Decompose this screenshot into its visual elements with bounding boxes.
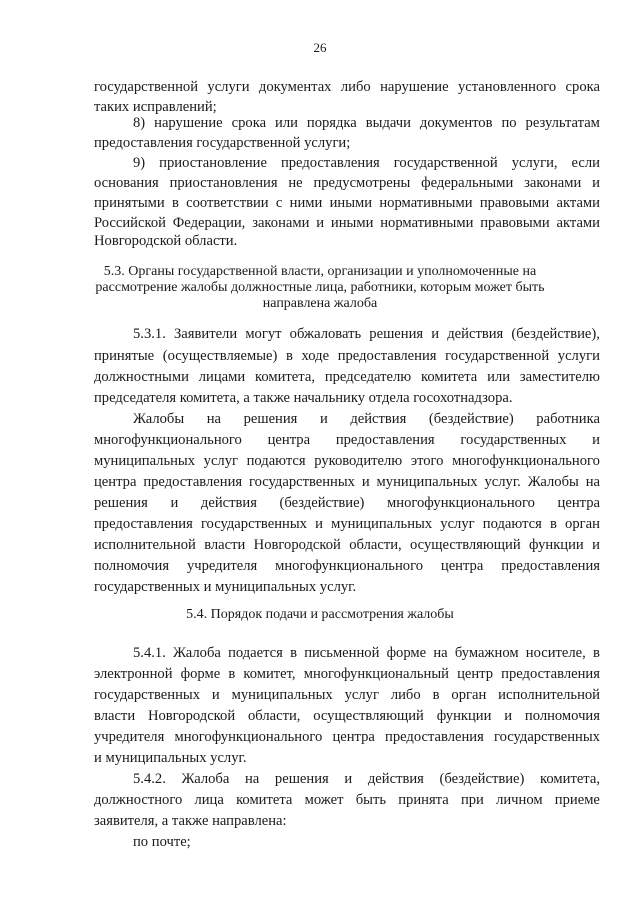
word: действия — [447, 326, 504, 342]
word: лицами — [198, 369, 246, 385]
word: орган — [451, 687, 487, 703]
word: приеме — [554, 792, 600, 808]
word: решения — [243, 411, 298, 427]
word: государственных — [94, 687, 201, 703]
paragraph-line — [94, 706, 600, 726]
word: предоставления — [280, 155, 380, 171]
word: полномочия — [524, 708, 600, 724]
word: решения — [369, 326, 424, 342]
word: на — [244, 771, 260, 787]
paragraph-line — [94, 77, 600, 97]
word: председателю — [324, 369, 412, 385]
paragraph-line — [133, 324, 600, 344]
word: срока — [231, 115, 267, 131]
word: личном — [496, 792, 543, 808]
word: руководителю — [314, 453, 403, 469]
word: установленного — [457, 79, 557, 95]
word: правовыми — [479, 195, 550, 211]
word: иными — [330, 215, 374, 231]
word: носителе, — [525, 645, 586, 661]
word: и — [211, 687, 220, 703]
word: комитета, — [540, 771, 600, 787]
word: области, — [349, 537, 402, 553]
word: и — [316, 215, 325, 231]
paragraph-line — [94, 346, 600, 366]
word: на — [585, 474, 600, 490]
word: центра — [557, 495, 600, 511]
word: подается — [228, 645, 283, 661]
word: в — [549, 516, 557, 532]
word: функции — [436, 708, 492, 724]
word: правовыми — [480, 215, 550, 231]
word: документах — [258, 79, 332, 95]
word: и — [315, 516, 323, 532]
word: федеральными — [421, 175, 514, 191]
word: услуг — [440, 516, 475, 532]
word: Жалобы — [527, 474, 579, 490]
paragraph-line — [94, 193, 600, 213]
word: услуг. — [484, 474, 521, 490]
word: и — [170, 495, 179, 511]
word: государственной — [393, 155, 498, 171]
word: осуществляющий — [313, 708, 424, 724]
word: иными — [329, 195, 373, 211]
word: соответствии — [186, 195, 269, 211]
word: предусмотрены — [313, 175, 411, 191]
paragraph-line — [94, 213, 600, 233]
word: форме — [180, 666, 221, 682]
word: подаются — [246, 453, 306, 469]
word: действия — [200, 495, 257, 511]
word: в — [285, 348, 293, 364]
word: нарушение — [154, 115, 223, 131]
word: в — [228, 666, 236, 682]
word: основания — [94, 175, 159, 191]
word: полномочия — [94, 558, 170, 574]
word: (бездействие) — [279, 495, 365, 511]
word: Российской — [94, 215, 166, 231]
word: муниципальных — [94, 453, 196, 469]
word: многофункциональный — [303, 666, 449, 682]
word: в — [432, 687, 440, 703]
word: или — [275, 115, 298, 131]
word: законами — [524, 175, 582, 191]
word: многофункционального — [452, 453, 600, 469]
word: предоставления — [143, 474, 243, 490]
word: учредителя — [186, 558, 258, 574]
word: и — [344, 771, 353, 787]
word: этого — [410, 453, 444, 469]
word: муниципальных — [231, 687, 333, 703]
word: предоставления — [94, 516, 193, 532]
word: государственных — [493, 729, 600, 745]
word: учредителя — [94, 729, 165, 745]
word: порядка — [306, 115, 357, 131]
paragraph-line — [94, 790, 600, 810]
word: услуги, — [511, 155, 558, 171]
word: актами — [556, 195, 600, 211]
paragraph-line — [94, 493, 600, 513]
paragraph-line — [94, 367, 600, 387]
word: предоставления — [337, 348, 437, 364]
paragraph-line — [133, 643, 600, 663]
word: комитет, — [243, 666, 296, 682]
word: нарушение — [380, 79, 449, 95]
word: 5.4.1. — [133, 645, 166, 661]
word: власти — [94, 708, 136, 724]
word: выдачи — [365, 115, 411, 131]
word: приостановление — [159, 155, 267, 171]
word: и — [592, 175, 600, 191]
section-heading-line: 5.3. Органы государственной власти, организации и уполномоченные на — [103, 264, 537, 279]
word: и — [592, 432, 600, 448]
word: заместителю — [519, 369, 600, 385]
word: срока — [565, 79, 600, 95]
word: многофункционального — [275, 558, 423, 574]
word: власти — [204, 537, 246, 553]
word: Новгородской — [253, 537, 341, 553]
paragraph-line: предоставления государственной услуги; — [94, 135, 351, 151]
paragraph-line — [133, 409, 600, 429]
word: Жалобы — [133, 411, 185, 427]
paragraph-line — [94, 173, 600, 193]
word: 8) — [133, 115, 146, 131]
word: многофункционального — [94, 432, 242, 448]
word: комитета, — [255, 369, 315, 385]
word: орган — [565, 516, 600, 532]
word: Жалоба — [173, 645, 221, 661]
word: услуги — [557, 348, 600, 364]
word: области, — [247, 708, 301, 724]
paragraph-line — [94, 727, 600, 747]
word: документов — [419, 115, 493, 131]
word: комитета — [236, 792, 293, 808]
word: форме — [386, 645, 427, 661]
word: Жалоба — [181, 771, 230, 787]
word: услуг — [203, 453, 238, 469]
word: муниципальных — [376, 474, 478, 490]
paragraph-line — [94, 472, 600, 492]
word: в — [171, 195, 179, 211]
paragraph-line: по почте; — [133, 834, 191, 850]
word: (осуществляемые) — [162, 348, 278, 364]
word: центра — [267, 432, 311, 448]
word: центра — [440, 558, 484, 574]
word: письменной — [304, 645, 380, 661]
word: принята — [398, 792, 449, 808]
word: решения — [274, 771, 329, 787]
word: нормативными — [379, 195, 473, 211]
word: или — [487, 369, 511, 385]
word: 9) — [133, 155, 146, 171]
word: Федерации, — [172, 215, 246, 231]
word: при — [460, 792, 484, 808]
word: если — [571, 155, 600, 171]
word: и — [431, 326, 440, 342]
paragraph-line: таких исправлений; — [94, 99, 217, 115]
word: в — [593, 645, 600, 661]
section-heading-line: направлена жалоба — [262, 296, 378, 311]
word: предоставления — [501, 558, 600, 574]
paragraph-line: председателя комитета, а также начальнику отдела госохотнадзора. — [94, 390, 513, 406]
word: предоставления — [335, 432, 435, 448]
word: ними — [289, 195, 323, 211]
word: лица — [194, 792, 224, 808]
word: подаются — [482, 516, 542, 532]
word: работника — [536, 411, 600, 427]
word: актами — [556, 215, 600, 231]
word: не — [288, 175, 303, 191]
page-number: 26 — [313, 40, 327, 55]
word: действия — [367, 771, 424, 787]
word: и — [361, 474, 370, 490]
word: 5.3.1. — [133, 326, 166, 342]
word: законами — [252, 215, 310, 231]
word: исполнительной — [94, 537, 196, 553]
word: Новгородской — [147, 708, 236, 724]
word: обжаловать — [289, 326, 362, 342]
word: на — [206, 411, 221, 427]
word: решения — [94, 495, 148, 511]
word: бумажном — [454, 645, 519, 661]
word: могут — [245, 326, 282, 342]
word: и — [319, 411, 328, 427]
word: (бездействие) — [439, 771, 525, 787]
word: ходе — [301, 348, 330, 364]
section-heading-line: 5.4. Порядок подачи и рассмотрения жалобы — [186, 607, 454, 622]
word: муниципальных — [331, 516, 433, 532]
word: (бездействие), — [511, 326, 600, 342]
word: должностными — [94, 369, 189, 385]
word: предоставления — [501, 666, 600, 682]
word: центр — [457, 666, 494, 682]
word: быть — [355, 792, 387, 808]
paragraph-line — [94, 535, 600, 555]
word: Заявители — [174, 326, 238, 342]
word: исполнительной — [498, 687, 600, 703]
word: комитета — [420, 369, 478, 385]
word: государственных — [460, 432, 567, 448]
word: государственной — [94, 79, 199, 95]
word: на — [433, 645, 448, 661]
word: услуги — [207, 79, 250, 95]
word: услуг — [344, 687, 379, 703]
word: многофункционального — [387, 495, 535, 511]
paragraph-line — [133, 153, 600, 173]
word: осуществляющий — [410, 537, 521, 553]
word: либо — [390, 687, 421, 703]
word: государственной — [445, 348, 550, 364]
word: по — [501, 115, 517, 131]
paragraph-line — [94, 451, 600, 471]
word: в — [290, 645, 297, 661]
paragraph-line — [94, 664, 600, 684]
word: центра — [332, 729, 375, 745]
word: центра — [94, 474, 137, 490]
paragraph-line — [94, 685, 600, 705]
paragraph-line: государственных и муниципальных услуг. — [94, 579, 357, 595]
word: и — [504, 708, 513, 724]
word: (бездействие) — [428, 411, 514, 427]
word: результатам — [525, 115, 600, 131]
word: многофункционального — [174, 729, 323, 745]
word: электронной — [94, 666, 173, 682]
word: принятыми — [94, 195, 165, 211]
word: предоставления — [385, 729, 484, 745]
word: государственных — [248, 474, 355, 490]
paragraph-line — [133, 769, 600, 789]
paragraph-line: заявителя, а также направлена: — [94, 813, 287, 829]
word: должностного — [94, 792, 183, 808]
word: принятые — [94, 348, 155, 364]
word: государственных — [200, 516, 307, 532]
word: и — [592, 537, 600, 553]
word: нормативными — [380, 215, 474, 231]
paragraph-line — [133, 113, 600, 133]
paragraph-line — [94, 514, 600, 534]
word: функции — [529, 537, 584, 553]
section-heading-line: рассмотрение жалобы должностные лица, работники, которым может быть — [95, 280, 545, 295]
paragraph-line: Новгородской области. — [94, 233, 238, 249]
word: приостановления — [169, 175, 278, 191]
word: может — [304, 792, 344, 808]
word: действия — [350, 411, 407, 427]
word: либо — [340, 79, 371, 95]
word: 5.4.2. — [133, 771, 166, 787]
word: с — [275, 195, 283, 211]
paragraph-line: и муниципальных услуг. — [94, 750, 247, 766]
paragraph-line — [94, 430, 600, 450]
paragraph-line — [94, 556, 600, 576]
